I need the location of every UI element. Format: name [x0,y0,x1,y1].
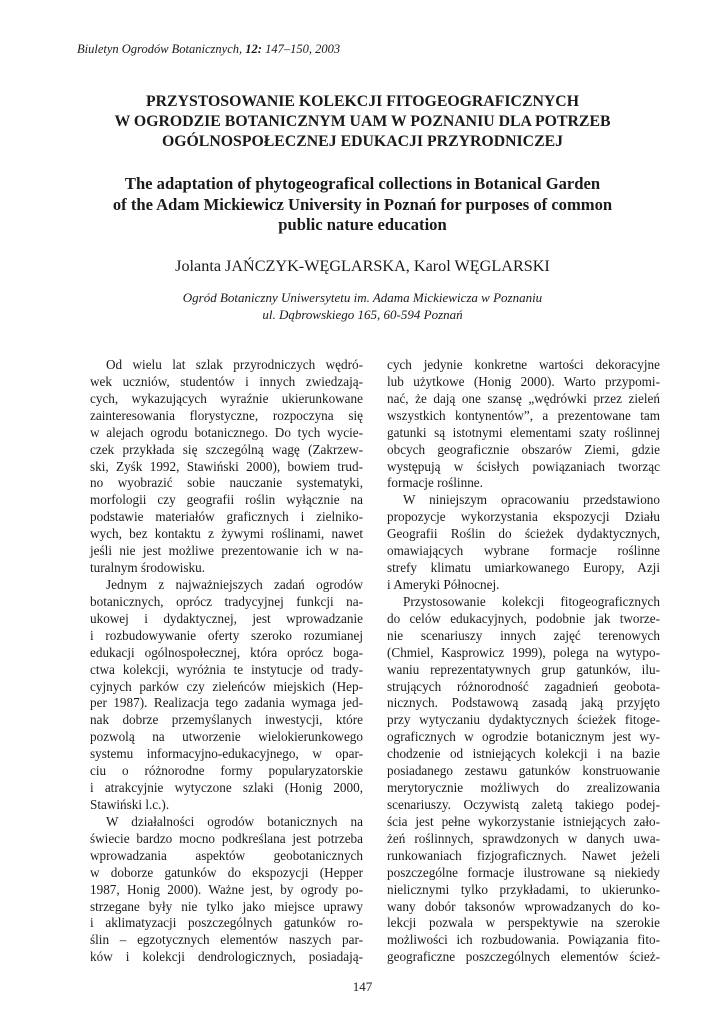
text-line: cyjnych parków czy zieleńców miejskich (Hep- [90,678,363,694]
text-line: ślin – egzotycznych elementów naszych par- [90,932,363,948]
text-line: propozycje wykorzystania ekspozycji Działu [387,509,660,525]
title-polish-line: PRZYSTOSOWANIE KOLEKCJI FITOGEOGRAFICZNYCH [145,93,580,110]
text-line: Jednym z najważniejszych zadań ogrodów [106,576,363,592]
text-line: nak dobrze przemyślanych inwestycji, które [90,712,363,728]
body-column-right [387,357,660,966]
text-line: obcych geograficznie obszarów Ziemi, gdzie [387,441,660,457]
text-line: do celów edukacyjnych, podobnie jak tworze- [387,610,660,626]
text-line: wek uczniów, studentów i innych zwiedzają- [90,373,363,389]
journal-pages-year: 147–150, 2003 [265,42,341,56]
text-line: nielicznymi tylko przykładami, to ukierunko- [387,881,660,897]
title-polish [40,92,685,152]
title-polish-line: W OGRODZIE BOTANICZNYM UAM W POZNANIU DLA POTRZEB [114,113,611,130]
body-column-left [90,357,363,966]
title-english-line: of the Adam Mickiewicz University in Poznań for purposes of common [112,194,613,214]
text-line: świecie bardzo mocno podkreślana jest potrzeba [90,830,363,846]
affiliation [40,289,685,323]
text-line: w doborze gatunków do ekspozycji (Hepper [90,864,363,880]
text-line: W niniejszym opracowaniu przedstawiono [403,492,660,508]
text-line: i atrakcyjnie wytyczone szlaki (Honig 2000, [90,780,363,796]
title-polish-line: OGÓLNOSPOŁECZNEJ EDUKACJI PRZYRODNICZEJ [161,133,564,150]
text-line: przy wytyczaniu dydaktycznych ścieżek fitoge- [387,712,660,728]
text-line: ski, Zyśk 1992, Stawiński 2000), bowiem trud- [90,458,363,474]
text-line: no wyobrazić sobie nauczanie systematyki, [90,475,363,491]
authors: Jolanta JAŃCZYK-WĘGLARSKA, Karol WĘGLARSKI [175,257,550,275]
text-line: turalnym środowisku. [90,560,206,576]
text-line: wszystkich kontynentów”, a prezentowane tam [387,407,660,423]
text-line: (Chmiel, Kasprowicz 1999), polega na wytypo- [387,644,660,660]
text-line: wprowadzania aspektów geobotanicznych [90,847,363,863]
affiliation-line: ul. Dąbrowskiego 165, 60-594 Poznań [262,307,463,322]
text-line: występują w ścisłych powiązaniach tworząc [387,458,660,474]
text-line: edukacji ogólnospołecznej, która oprócz boga- [90,644,363,660]
text-line: morfologii czy geografii roślin wyłącznie na [90,492,363,508]
text-line: strujących różnorodność zagadnień geobota- [387,678,660,694]
text-line: gatunki są istotnymi elementami szaty roślinnej [387,424,660,440]
text-line: waniu reprezentatywnych grup gatunków, ilu- [387,661,660,677]
text-line: wany dobór taksonów wprowadzanych do ko- [387,898,660,914]
text-line: omawiających wybrane formacje roślinne [387,543,660,559]
text-line: Stawiński l.c.). [90,796,170,812]
text-line: ciu o różnorodne formy popularyzatorskie [90,763,363,779]
text-line: pozwolą na utworzenie wielokierunkowego [90,729,363,745]
title-english-line: public nature education [278,215,447,234]
text-line: merytorycznie możliwych do zrealizowania [387,780,660,796]
text-line: nie scenariuszy innych zajęć terenowych [387,627,660,643]
text-line: możliwości ich rozbudowania. Powiązania fito- [387,932,660,948]
text-line: i Ameryki Północnej. [387,576,500,592]
journal-volume: 12: [245,42,262,56]
text-line: i aklimatyzacji poszczególnych gatunków ro- [90,915,363,931]
text-line: ścia jest pełne wykorzystanie istniejących zało- [387,813,660,829]
text-line: ctwa kolekcji, wyróżnia te instytucje od trady- [90,661,363,677]
text-line: formacje roślinne. [387,475,483,491]
text-line: Geografii Roślin do ścieżek dydaktycznych, [387,526,660,542]
text-line: strefy klimatu umiarkowanego Europy, Azji [387,560,660,576]
text-line: W działalności ogrodów botanicznych na [106,813,363,829]
text-line: w alejach ogrodu botanicznego. Do tych wycie- [90,424,363,440]
text-line: Od wielu lat szlak przyrodniczych wędró- [106,357,363,372]
text-line: ków i kolekcji dendrologicznych, posiadają- [90,949,363,965]
text-line: nicznych. Podstawową zasadą jaką przyjęto [387,695,660,711]
text-line: czek przykłada się szczególną wagę (Zakrzew- [90,441,363,457]
text-line: posiadanego zestawu gatunków konstruowanie [387,763,660,779]
text-line: per 1987). Realizacja tego zadania wymaga jed- [90,695,363,711]
affiliation-line: Ogród Botaniczny Uniwersytetu im. Adama Mickiewicza w Poznaniu [182,290,543,305]
text-line: zainteresowania florystyczne, rozpoczyna się [90,407,363,423]
text-line: poszczególne formacje ilustrowane są niekiedy [387,864,660,880]
text-line: strzegane były nie tylko jako miejsce uprawy [90,898,363,914]
journal-citation [77,42,340,57]
text-line: wych, bez kontaktu z żywymi roślinami, nawet [90,526,363,542]
page-number: 147 [352,979,373,994]
text-line: chodzenie od istniejących kolekcji i na bazie [387,746,660,762]
text-line: ograficznych w ogrodzie botanicznym jest wy- [387,729,660,745]
text-line: Przystosowanie kolekcji fitogeograficznych [403,593,660,609]
text-line: lekcji pozwala w perspektywie na szerokie [387,915,660,931]
text-line: żeń roślinnych, sprawdzonych w danych uwa- [387,830,660,846]
text-line: runkowaniach fizjograficznych. Nawet jeżeli [387,847,660,863]
journal-name: Biuletyn Ogrodów Botanicznych, [77,42,243,56]
text-line: podstawie materiałów graficznych i zielniko- [90,509,363,525]
title-english [40,174,685,236]
text-line: i rozbudowywanie oferty szeroko rozumianej [90,627,363,643]
text-line: geograficzne poszczególnych elementów ścież- [387,949,660,965]
text-line: jeśli nie jest możliwe prezentowanie ich w na- [90,543,363,559]
text-line: cych jedynie konkretne wartości dekoracyjne [387,357,660,372]
text-line: systemu informacyjno-edukacyjnego, w opar- [90,746,363,762]
text-line: scenariuszy. Oczywistą zaletą takiego podej- [387,796,660,812]
text-line: cych, wykazujących wyraźnie ukierunkowane [90,390,363,406]
title-english-line: The adaptation of phytogeografical collections in Botanical Garden [124,174,601,193]
text-line: ukowej i dydaktycznej, jest wprowadzanie [90,610,363,626]
text-line: 1987, Honig 2000). Ważne jest, by ogrody po- [90,881,363,897]
text-line: lub użytkowe (Honig 2000). Warto przypomi- [387,373,660,389]
text-line: nać, że dają one szansę „wędrówki przez zieleń [387,390,660,406]
text-line: botanicznych, oprócz tradycyjnej funkcji na- [90,593,363,609]
